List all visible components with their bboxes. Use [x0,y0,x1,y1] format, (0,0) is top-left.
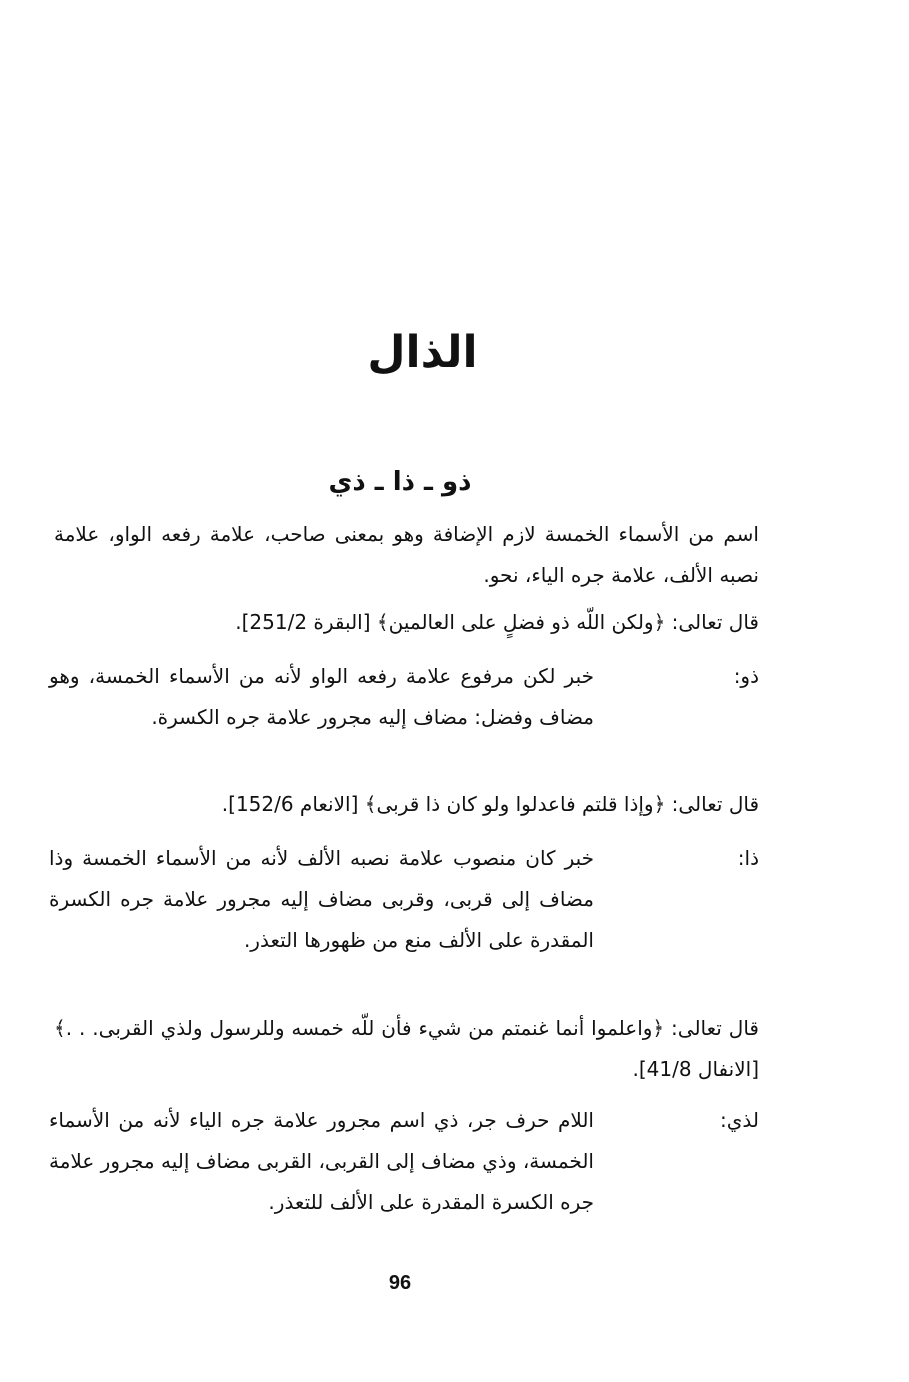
chapter-title: الذال [367,327,478,378]
page-number: 96 [388,1272,412,1294]
quran-verse-3: قال تعالى: ﴿واعلموا أنما غنمتم من شيء فأن للّه خمسه وللرسول ولذي القربى. . .﴾ [الانفال 41/8]. [54,1016,759,1081]
entry-intro-paragraph: اسم من الأسماء الخمسة لازم الإضافة وهو بمعنى صاحب، علامة رفعه الواو، علامة نصبه الألف، علامة جره الياء، نحو. [54,522,759,587]
quran-verse-1: قال تعالى: ﴿ولكن اللّه ذو فضلٍ على العالمين﴾ [البقرة 251/2]. [235,610,759,634]
gloss-explanation: اللام حرف جر، ذي اسم مجرور علامة جره الياء لأنه من الأسماء الخمسة، وذي مضاف إلى القربى، القربى مضاف إليه مجرور علامة جره الكسرة المقدرة على الألف للتعذر. [49,1108,594,1214]
gloss-term: ذو: [733,664,759,688]
gloss-explanation: خبر لكن مرفوع علامة رفعه الواو لأنه من الأسماء الخمسة، وهو مضاف وفضل: مضاف إليه مجرور علامة جره الكسرة. [49,664,594,729]
entry-heading: ذو ـ ذا ـ ذي [328,467,472,497]
gloss-explanation: خبر كان منصوب علامة نصبه الألف لأنه من الأسماء الخمسة وذا مضاف إلى قربى، وقربى مضاف إليه مجرور علامة جره الكسرة المقدرة على الألف منع من ظهورها التعذر. [49,846,594,952]
gloss-term: ذا: [737,846,759,870]
quran-verse-2: قال تعالى: ﴿وإذا قلتم فاعدلوا ولو كان ذا قربى﴾ [الانعام 152/6]. [221,792,759,816]
gloss-term: لذي: [720,1108,759,1132]
